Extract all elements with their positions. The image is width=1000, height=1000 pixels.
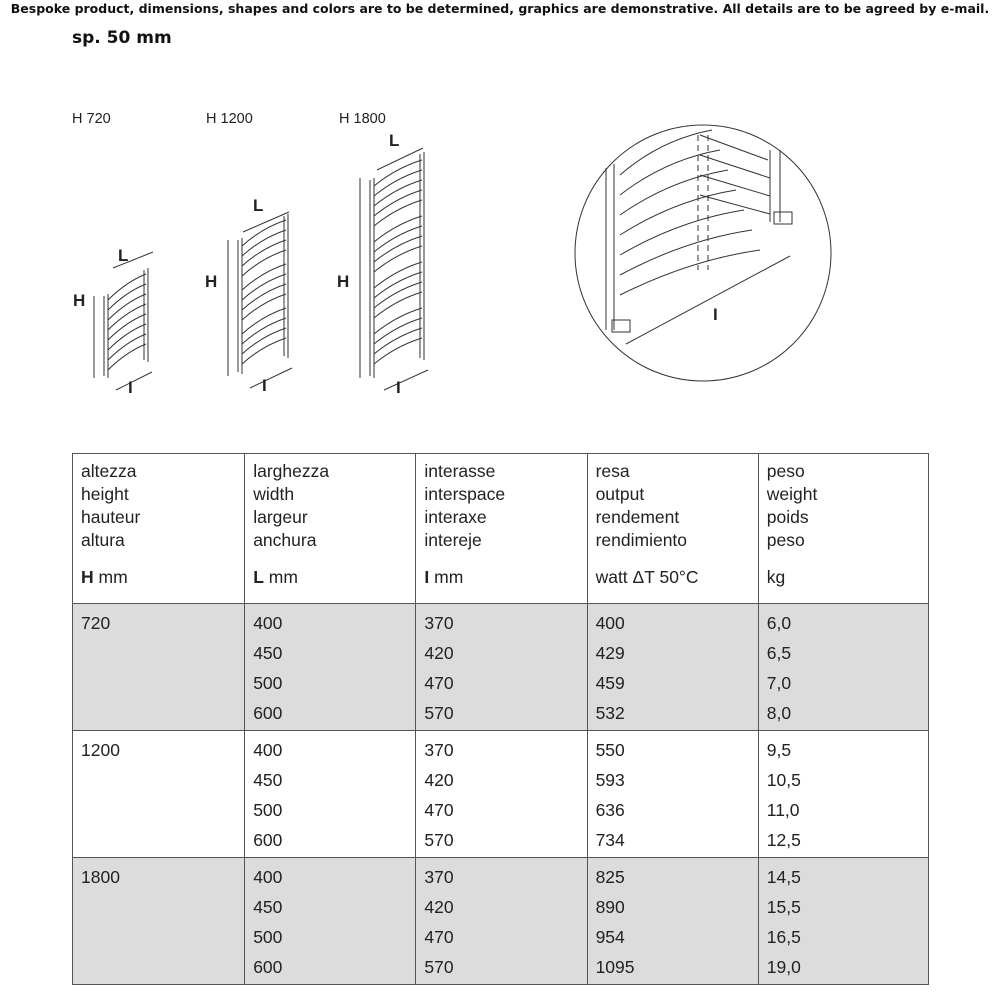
header-text: width xyxy=(253,484,295,504)
table-row-group-1800 xyxy=(73,858,929,985)
detail-view-drawing xyxy=(575,125,831,381)
output-value: 429 xyxy=(595,643,625,663)
interspace-value: 420 xyxy=(424,897,454,917)
weight-value: 14,5 xyxy=(766,867,801,887)
header-text: interspace xyxy=(424,484,506,504)
dim-i-h720: I xyxy=(128,378,133,397)
header-width xyxy=(245,454,416,604)
dim-i-detail: I xyxy=(713,305,718,324)
width-cell xyxy=(245,858,416,985)
interspace-value: 570 xyxy=(424,957,454,977)
header-text: peso xyxy=(766,530,805,550)
header-text: larghezza xyxy=(253,461,330,481)
header-text: hauteur xyxy=(81,507,141,527)
header-text: anchura xyxy=(253,530,317,550)
dim-h-h1800: H xyxy=(337,272,350,291)
radiator-h1800-drawing xyxy=(360,148,428,390)
height-cell xyxy=(73,604,245,731)
weight-value: 19,0 xyxy=(766,957,801,977)
weight-value: 16,5 xyxy=(766,927,801,947)
interspace-value: 420 xyxy=(424,643,454,663)
interspace-cell xyxy=(416,731,587,858)
weight-cell xyxy=(758,858,928,985)
height-value: 1200 xyxy=(81,740,120,760)
dim-l-h1800: L xyxy=(389,131,400,150)
width-value: 400 xyxy=(253,613,283,633)
height-cell xyxy=(73,858,245,985)
header-text: poids xyxy=(766,507,809,527)
width-cell xyxy=(245,731,416,858)
height-value: 1800 xyxy=(81,867,120,887)
header-text: peso xyxy=(766,461,805,481)
interspace-value: 470 xyxy=(424,927,454,947)
width-cell xyxy=(245,604,416,731)
weight-value: 6,5 xyxy=(766,643,792,663)
header-text: intereje xyxy=(424,530,482,550)
interspace-cell xyxy=(416,858,587,985)
header-text: resa xyxy=(595,461,630,481)
interspace-value: 370 xyxy=(424,740,454,760)
dim-i-h1800: I xyxy=(396,378,401,397)
radiator-h720-drawing xyxy=(94,252,153,390)
width-value: 450 xyxy=(253,643,283,663)
header-unit: L mm xyxy=(253,567,298,587)
output-cell xyxy=(587,604,758,731)
header-weight xyxy=(758,454,928,604)
model-label-h1800: H 1800 xyxy=(339,111,386,127)
dim-h-h720: H xyxy=(73,291,86,310)
width-value: 600 xyxy=(253,957,283,977)
dim-l-h1200: L xyxy=(253,196,264,215)
weight-value: 8,0 xyxy=(766,703,792,723)
interspace-cell xyxy=(416,604,587,731)
radiator-h1200-drawing xyxy=(228,212,292,388)
header-output xyxy=(587,454,758,604)
weight-cell xyxy=(758,604,928,731)
width-value: 500 xyxy=(253,673,283,693)
header-text: rendement xyxy=(595,507,680,527)
header-unit: H mm xyxy=(81,567,128,587)
interspace-value: 470 xyxy=(424,800,454,820)
width-value: 450 xyxy=(253,770,283,790)
interspace-value: 570 xyxy=(424,703,454,723)
output-value: 954 xyxy=(595,927,625,947)
header-text: rendimiento xyxy=(595,530,688,550)
weight-value: 15,5 xyxy=(766,897,801,917)
height-cell xyxy=(73,731,245,858)
output-value: 550 xyxy=(595,740,625,760)
weight-value: 7,0 xyxy=(766,673,792,693)
header-interspace xyxy=(416,454,587,604)
width-value: 600 xyxy=(253,830,283,850)
output-value: 459 xyxy=(595,673,625,693)
weight-value: 12,5 xyxy=(766,830,801,850)
dim-l-h720: L xyxy=(118,246,129,265)
header-unit: I mm xyxy=(424,567,464,587)
interspace-value: 470 xyxy=(424,673,454,693)
header-unit: kg xyxy=(766,567,786,587)
header-text: output xyxy=(595,484,645,504)
output-value: 825 xyxy=(595,867,625,887)
model-label-h1200: H 1200 xyxy=(206,111,253,127)
disclaimer-notice: Bespoke product, dimensions, shapes and colors are to be determined, graphics are demonstrative. All details are to be agreed by e-mail. xyxy=(10,1,990,16)
output-value: 1095 xyxy=(595,957,635,977)
spec-table xyxy=(72,453,929,985)
interspace-value: 370 xyxy=(424,867,454,887)
weight-value: 6,0 xyxy=(766,613,792,633)
interspace-value: 370 xyxy=(424,613,454,633)
width-value: 500 xyxy=(253,800,283,820)
thickness-label: sp. 50 mm xyxy=(72,28,172,48)
interspace-value: 420 xyxy=(424,770,454,790)
weight-value: 10,5 xyxy=(766,770,801,790)
table-row-group-720 xyxy=(73,604,929,731)
weight-value: 11,0 xyxy=(766,800,800,820)
width-value: 450 xyxy=(253,897,283,917)
output-value: 636 xyxy=(595,800,625,820)
header-unit: watt ΔT 50°C xyxy=(595,567,699,587)
output-value: 593 xyxy=(595,770,625,790)
header-text: interaxe xyxy=(424,507,487,527)
output-value: 400 xyxy=(595,613,625,633)
width-value: 600 xyxy=(253,703,283,723)
height-value: 720 xyxy=(81,613,111,633)
output-value: 532 xyxy=(595,703,625,723)
table-header-row xyxy=(73,454,929,604)
header-text: altezza xyxy=(81,461,137,481)
radiator-drawings xyxy=(0,0,1000,440)
width-value: 400 xyxy=(253,740,283,760)
width-value: 500 xyxy=(253,927,283,947)
header-text: height xyxy=(81,484,129,504)
output-value: 734 xyxy=(595,830,625,850)
header-text: interasse xyxy=(424,461,496,481)
weight-value: 9,5 xyxy=(766,740,792,760)
table-row-group-1200 xyxy=(73,731,929,858)
dim-i-h1200: I xyxy=(262,376,267,395)
width-value: 400 xyxy=(253,867,283,887)
header-height xyxy=(73,454,245,604)
dim-h-h1200: H xyxy=(205,272,218,291)
model-label-h720: H 720 xyxy=(72,111,111,127)
output-value: 890 xyxy=(595,897,625,917)
interspace-value: 570 xyxy=(424,830,454,850)
header-text: altura xyxy=(81,530,125,550)
header-text: largeur xyxy=(253,507,308,527)
output-cell xyxy=(587,858,758,985)
weight-cell xyxy=(758,731,928,858)
header-text: weight xyxy=(766,484,818,504)
output-cell xyxy=(587,731,758,858)
